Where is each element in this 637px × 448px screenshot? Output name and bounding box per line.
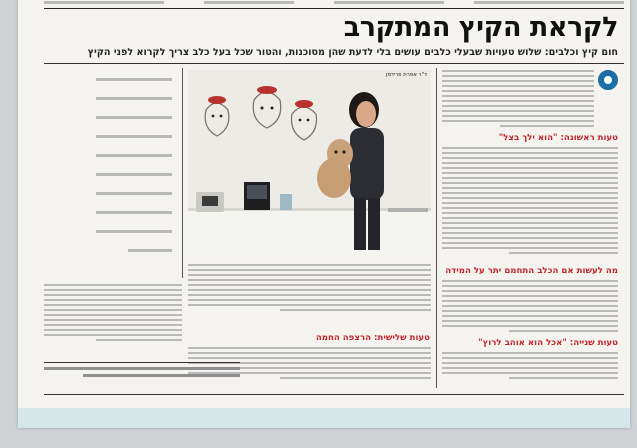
photo-credit: ד"ר אפרת פרידמן bbox=[385, 72, 427, 78]
subhead-rule bbox=[44, 63, 624, 64]
article-subhead: חום קיץ וכלבים: שלוש טעויות שבעלי כלבים עושים בלי לדעת שהן מסוכנות, והטור שכל בעל כלב צריך לקרוא לפני הקיץ bbox=[87, 47, 618, 58]
section-2-text bbox=[442, 280, 618, 335]
newspaper-page bbox=[18, 0, 630, 428]
lower-right-text bbox=[188, 264, 431, 314]
magazine-logo-icon bbox=[598, 70, 618, 90]
top-info-strip bbox=[44, 0, 624, 6]
section-heading-1: טעות ראשונה: "הוא ילך בצל" bbox=[498, 133, 618, 143]
pull-quote bbox=[90, 70, 178, 276]
vet-clinic-photo bbox=[188, 70, 431, 256]
column-rule-left bbox=[182, 68, 183, 278]
lower-left-text bbox=[44, 284, 182, 344]
bottom-rule bbox=[44, 394, 624, 395]
section-heading-3: טעות שנייה: "אכל הוא אוהב לרוץ" bbox=[478, 338, 618, 348]
author-contact-line bbox=[44, 367, 240, 383]
top-rule bbox=[44, 8, 624, 9]
column-rule-right bbox=[436, 68, 437, 388]
bottom-band bbox=[18, 408, 630, 428]
section-heading-2: מה לעשות אם הכלב התחמם יתר על המידה bbox=[445, 266, 618, 276]
section-heading-4: טעות שלישית: הרצפה החמה bbox=[315, 333, 430, 343]
section-1-text bbox=[442, 147, 618, 257]
footer-rule bbox=[44, 362, 240, 363]
intro-text bbox=[442, 70, 594, 130]
article-photo bbox=[188, 70, 431, 256]
section-3-text bbox=[442, 352, 618, 382]
article-headline: לקראת הקיץ המתקרב bbox=[343, 12, 618, 43]
